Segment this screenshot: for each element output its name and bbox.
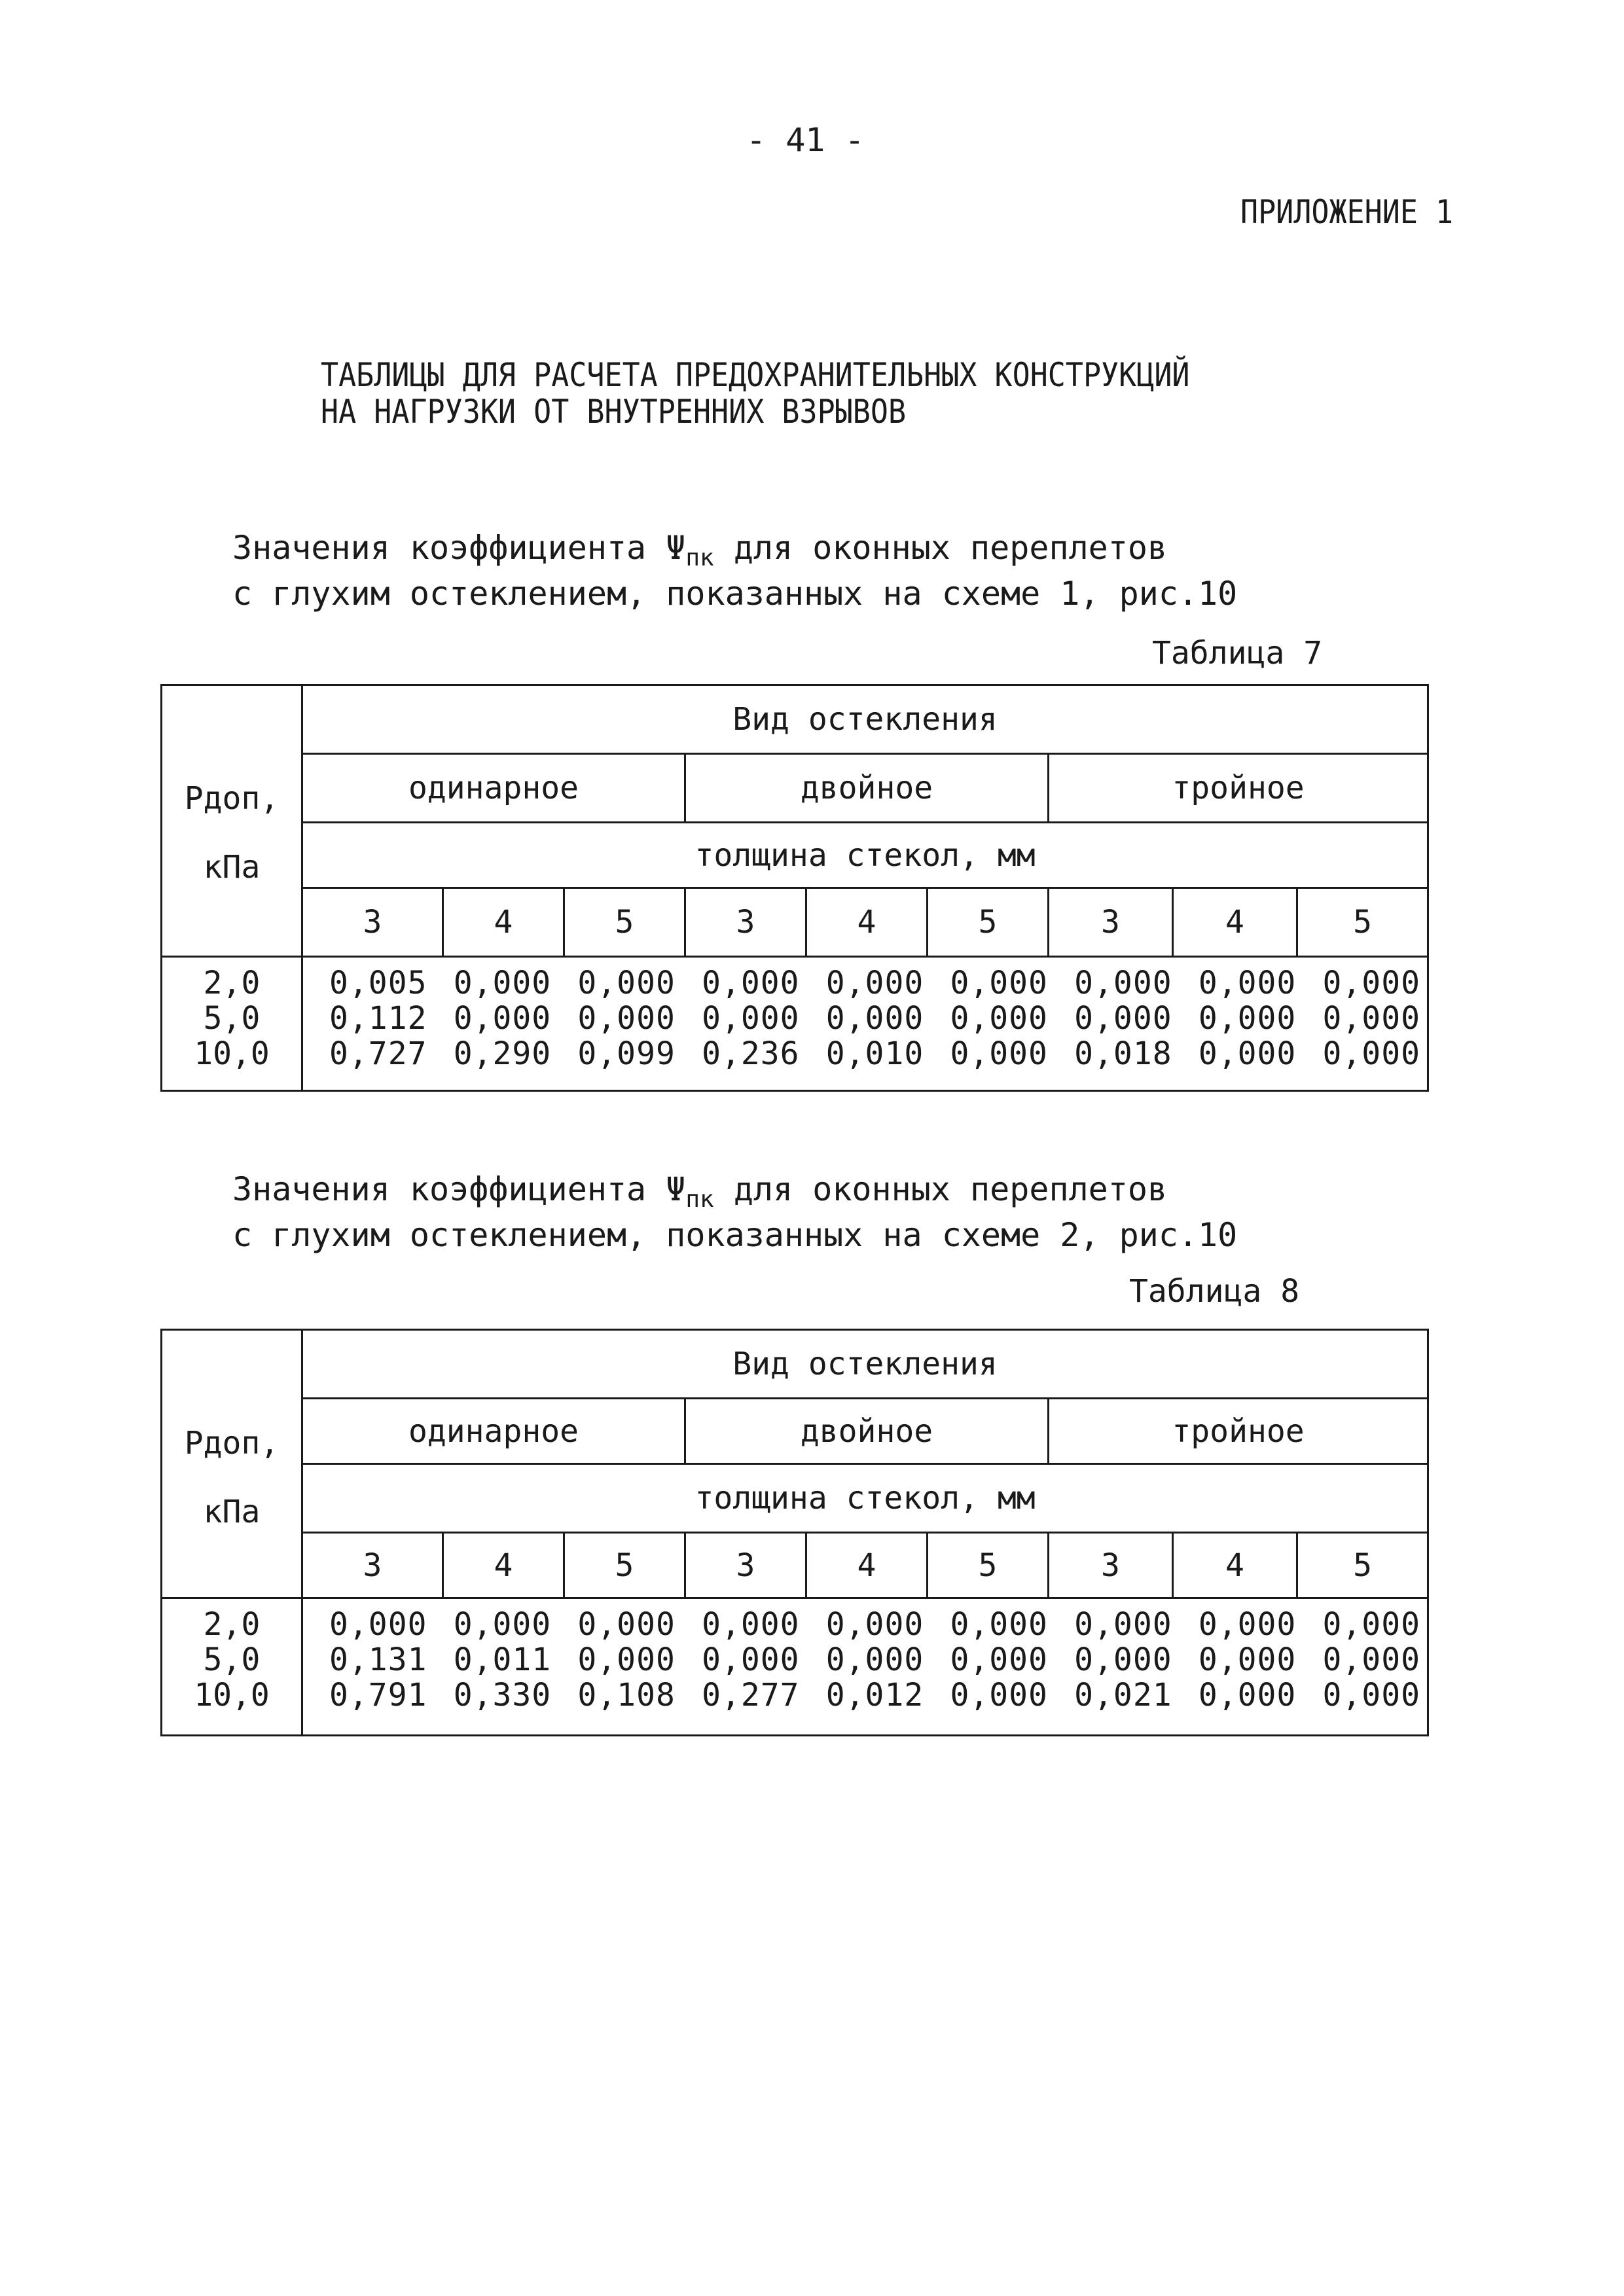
row-header-pressure: Рдоп, [184, 780, 280, 817]
table-row [329, 1036, 1420, 1071]
table-cell: 0,000 [825, 1000, 924, 1037]
type-triple: тройное [1049, 754, 1428, 823]
pressure-value: 10,0 [194, 1677, 270, 1713]
table-cell: 0,010 [825, 1035, 924, 1072]
thickness-header: толщина стекол, мм [302, 1464, 1428, 1533]
pressure-column [162, 1598, 302, 1736]
pressure-value: 5,0 [203, 1641, 261, 1678]
table-cell: 0,000 [950, 965, 1048, 1001]
table-cell: 0,000 [577, 1606, 676, 1643]
table-cell: 0,000 [453, 1606, 552, 1643]
table-cell: 0,330 [453, 1677, 552, 1713]
row-header-cell [162, 685, 302, 957]
values-block [302, 1598, 1428, 1736]
thickness-5mm: 5 [564, 1533, 685, 1598]
appendix-label: ПРИЛОЖЕНИЕ 1 [1240, 193, 1454, 231]
row-header-pressure: Рдоп, [184, 1425, 280, 1462]
table8 [160, 1329, 1429, 1736]
table-cell: 0,000 [1322, 965, 1420, 1001]
thickness-3mm: 3 [302, 1533, 443, 1598]
thickness-3mm: 3 [685, 888, 806, 957]
table-cell: 0,290 [453, 1035, 552, 1072]
table-cell: 0,131 [329, 1641, 427, 1678]
table8-caption [232, 1172, 1237, 1253]
table-row [329, 965, 1420, 1001]
row-header-cell [162, 1330, 302, 1598]
table-cell: 0,018 [1074, 1035, 1172, 1072]
thickness-3mm: 3 [1049, 1533, 1173, 1598]
table-cell: 0,000 [702, 1000, 800, 1037]
values-block [302, 957, 1428, 1091]
table-cell: 0,000 [950, 1641, 1048, 1678]
table-cell: 0,000 [702, 965, 800, 1001]
table-cell: 0,000 [329, 1606, 427, 1643]
thickness-3mm: 3 [302, 888, 443, 957]
title-line-2: НА НАГРУЗКИ ОТ ВНУТРЕННИХ ВЗРЫВОВ [321, 393, 907, 431]
row-header-unit: кПа [203, 1494, 261, 1530]
thickness-4mm: 4 [443, 888, 564, 957]
table-cell: 0,000 [825, 1641, 924, 1678]
table-cell: 0,236 [702, 1035, 800, 1072]
title-line-1: ТАБЛИЦЫ ДЛЯ РАСЧЕТА ПРЕДОХРАНИТЕЛЬНЫХ КОНСТРУКЦИЙ [321, 356, 1190, 394]
table-cell: 0,000 [950, 1000, 1048, 1037]
table-cell: 0,021 [1074, 1677, 1172, 1713]
document-title [321, 357, 1190, 430]
table-cell: 0,108 [577, 1677, 676, 1713]
table-cell: 0,000 [1322, 1000, 1420, 1037]
thickness-5mm: 5 [564, 888, 685, 957]
table-cell: 0,000 [1322, 1035, 1420, 1072]
thickness-3mm: 3 [685, 1533, 806, 1598]
caption-text: для оконных переплетов [713, 1170, 1168, 1208]
table-cell: 0,000 [1198, 1606, 1297, 1643]
table-cell: 0,000 [1322, 1641, 1420, 1678]
table-cell: 0,000 [950, 1606, 1048, 1643]
pressure-value: 2,0 [203, 1606, 261, 1643]
table-cell: 0,000 [577, 1000, 676, 1037]
caption-text: Значения коэффициента Ψ [232, 1170, 686, 1208]
table-row [329, 1607, 1420, 1642]
table8-caption-line2: с глухим остеклением, показанных на схеме 2, рис.10 [232, 1216, 1238, 1254]
table-cell: 0,000 [1074, 1641, 1172, 1678]
thickness-5mm: 5 [928, 888, 1049, 957]
table-cell: 0,000 [453, 965, 552, 1001]
table7-label: Таблица 7 [1152, 635, 1323, 672]
thickness-header: толщина стекол, мм [302, 823, 1428, 888]
pressure-column [162, 957, 302, 1091]
table8-caption-line1 [232, 1172, 1237, 1217]
table-cell: 0,012 [825, 1677, 924, 1713]
table-row [329, 1001, 1420, 1036]
thickness-5mm: 5 [1297, 888, 1428, 957]
thickness-4mm: 4 [806, 1533, 928, 1598]
table-cell: 0,000 [1198, 1035, 1297, 1072]
table-row [329, 1642, 1420, 1677]
table-cell: 0,000 [702, 1641, 800, 1678]
table-cell: 0,000 [1322, 1606, 1420, 1643]
caption-text: для оконных переплетов [713, 529, 1168, 567]
table7-caption [232, 530, 1237, 612]
table-cell: 0,000 [1074, 1000, 1172, 1037]
caption-subscript: пк [685, 1186, 714, 1213]
table7-caption-line2: с глухим остеклением, показанных на схеме 1, рис.10 [232, 575, 1238, 613]
table-cell: 0,000 [1198, 1000, 1297, 1037]
table-cell: 0,112 [329, 1000, 427, 1037]
caption-text: Значения коэффициента Ψ [232, 529, 686, 567]
table-cell: 0,000 [1198, 1641, 1297, 1678]
table-cell: 0,011 [453, 1641, 552, 1678]
table7 [160, 684, 1429, 1092]
pressure-value: 2,0 [203, 965, 261, 1001]
type-double: двойное [685, 754, 1049, 823]
glazing-type-header: Вид остекления [302, 685, 1428, 754]
table-cell: 0,727 [329, 1035, 427, 1072]
caption-subscript: пк [685, 545, 714, 571]
thickness-3mm: 3 [1049, 888, 1173, 957]
table-cell: 0,791 [329, 1677, 427, 1713]
thickness-4mm: 4 [1173, 1533, 1297, 1598]
table-row [329, 1677, 1420, 1713]
thickness-5mm: 5 [928, 1533, 1049, 1598]
thickness-4mm: 4 [806, 888, 928, 957]
pressure-value: 5,0 [203, 1000, 261, 1037]
table-cell: 0,000 [1198, 965, 1297, 1001]
type-double: двойное [685, 1399, 1049, 1464]
table-cell: 0,000 [1322, 1677, 1420, 1713]
table-cell: 0,277 [702, 1677, 800, 1713]
thickness-5mm: 5 [1297, 1533, 1428, 1598]
glazing-type-header: Вид остекления [302, 1330, 1428, 1399]
thickness-4mm: 4 [1173, 888, 1297, 957]
type-single: одинарное [302, 754, 685, 823]
type-single: одинарное [302, 1399, 685, 1464]
table-cell: 0,000 [577, 1641, 676, 1678]
table-cell: 0,000 [825, 965, 924, 1001]
row-header-unit: кПа [203, 849, 261, 886]
table-cell: 0,000 [1198, 1677, 1297, 1713]
table-cell: 0,000 [453, 1000, 552, 1037]
table-cell: 0,099 [577, 1035, 676, 1072]
table-cell: 0,005 [329, 965, 427, 1001]
page-number: - 41 - [746, 121, 865, 159]
thickness-4mm: 4 [443, 1533, 564, 1598]
type-triple: тройное [1049, 1399, 1428, 1464]
table7-caption-line1 [232, 530, 1237, 576]
table-cell: 0,000 [825, 1606, 924, 1643]
table-cell: 0,000 [702, 1606, 800, 1643]
table-cell: 0,000 [1074, 965, 1172, 1001]
table-cell: 0,000 [1074, 1606, 1172, 1643]
table-cell: 0,000 [577, 965, 676, 1001]
table-cell: 0,000 [950, 1677, 1048, 1713]
pressure-value: 10,0 [194, 1035, 270, 1072]
table8-label: Таблица 8 [1129, 1273, 1300, 1310]
table-cell: 0,000 [950, 1035, 1048, 1072]
